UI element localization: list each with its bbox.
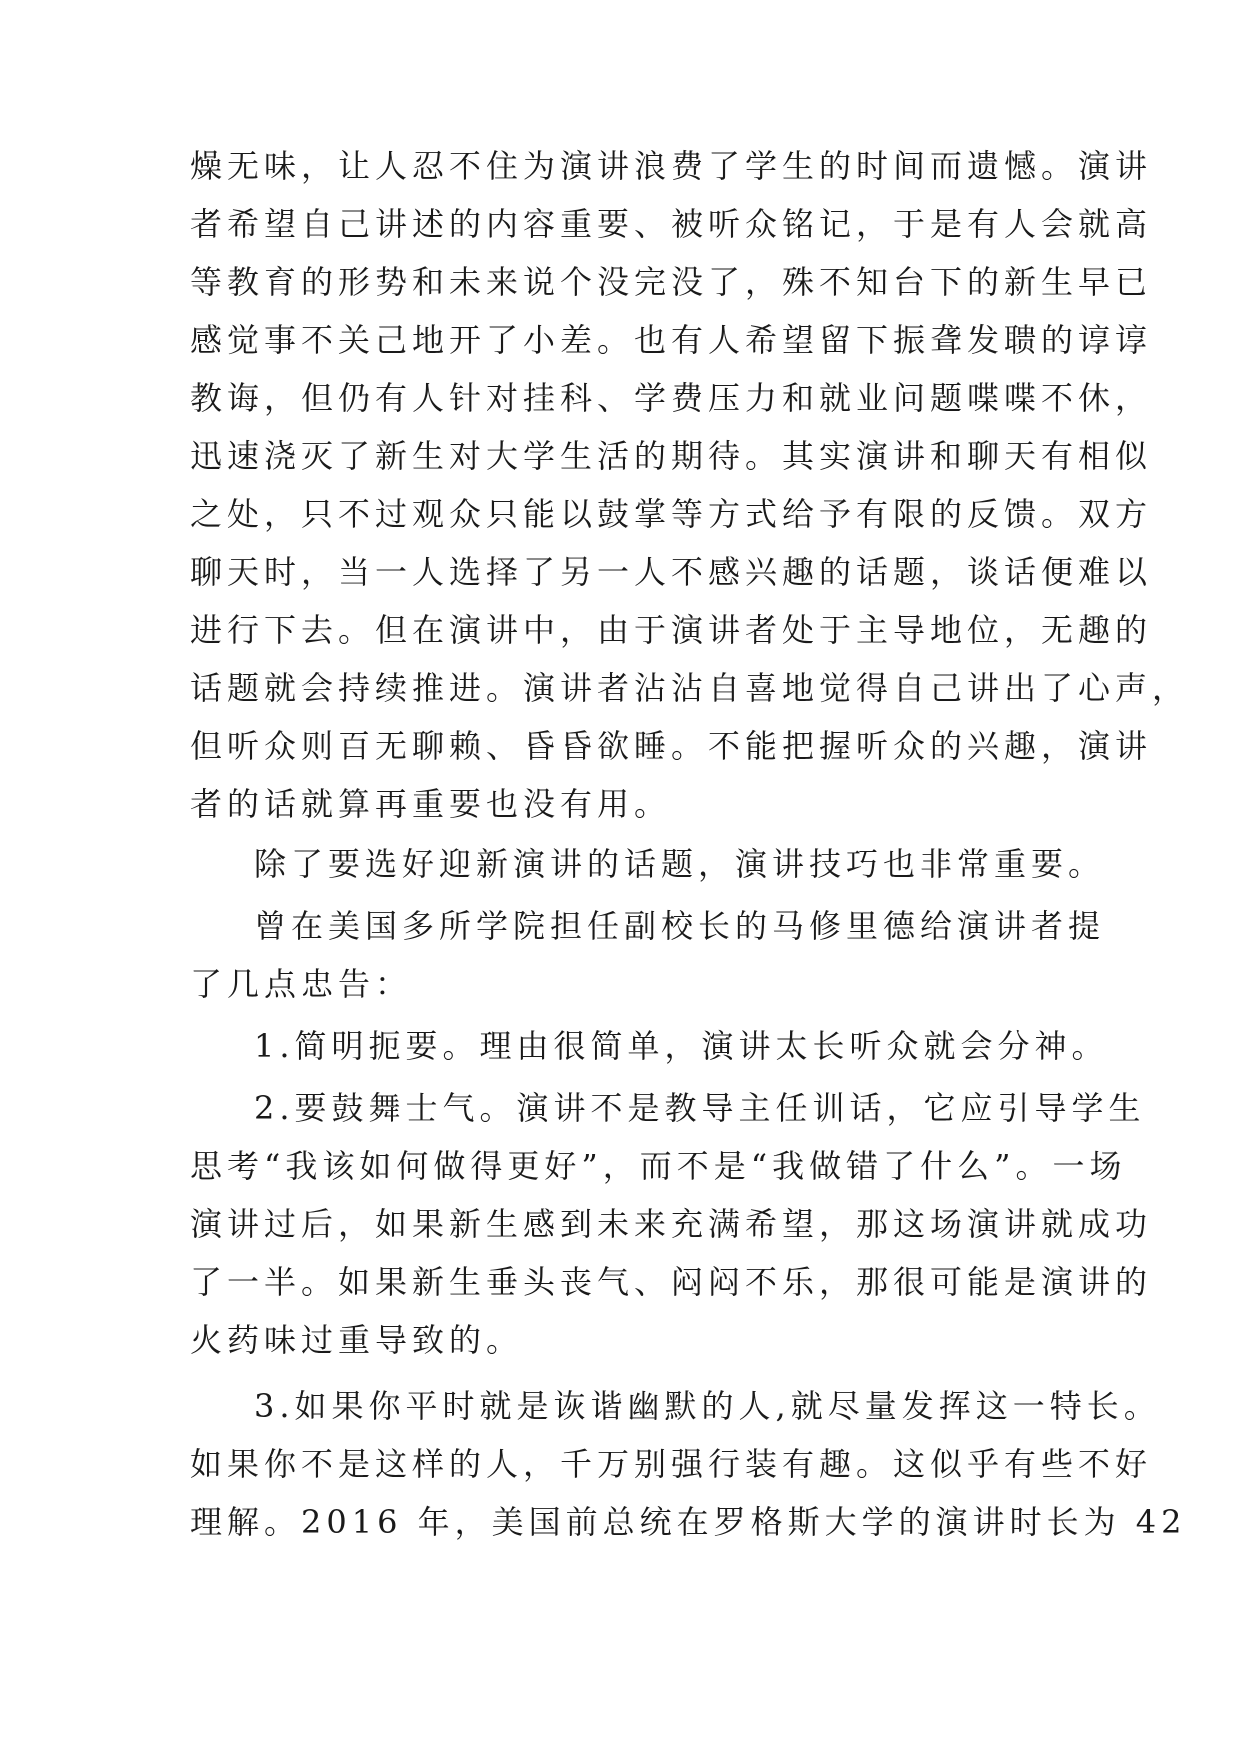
text-line: 3.如果你平时就是诙谐幽默的人,就尽量发挥这一特长。 <box>254 1387 1161 1425</box>
text-line: 迅速浇灭了新生对大学生活的期待。其实演讲和聊天有相似 <box>190 437 1153 475</box>
text-line: 燥无味，让人忍不住为演讲浪费了学生的时间而遗憾。演讲 <box>190 147 1153 185</box>
text-line: 理解。2016 年，美国前总统在罗格斯大学的演讲时长为 42 <box>190 1503 1187 1541</box>
text-line: 但听众则百无聊赖、昏昏欲睡。不能把握听众的兴趣，演讲 <box>190 727 1153 765</box>
text-line: 等教育的形势和未来说个没完没了，殊不知台下的新生早已 <box>190 263 1153 301</box>
text-line: 教诲，但仍有人针对挂科、学费压力和就业问题喋喋不休， <box>190 379 1153 417</box>
text-line: 聊天时，当一人选择了另一人不感兴趣的话题，谈话便难以 <box>190 553 1153 591</box>
text-line: 除了要选好迎新演讲的话题，演讲技巧也非常重要。 <box>254 845 1106 883</box>
text-line: 之处，只不过观众只能以鼓掌等方式给予有限的反馈。双方 <box>190 495 1153 533</box>
text-line: 思考“我该如何做得更好”，而不是“我做错了什么”。一场 <box>190 1147 1127 1185</box>
text-line: 火药味过重导致的。 <box>190 1321 524 1359</box>
text-line: 话题就会持续推进。演讲者沾沾自喜地觉得自己讲出了心声， <box>190 669 1190 707</box>
text-line: 1.简明扼要。理由很简单，演讲太长听众就会分神。 <box>254 1027 1109 1065</box>
text-line: 了一半。如果新生垂头丧气、闷闷不乐，那很可能是演讲的 <box>190 1263 1153 1301</box>
text-line: 进行下去。但在演讲中，由于演讲者处于主导地位，无趣的 <box>190 611 1153 649</box>
text-line: 者的话就算再重要也没有用。 <box>190 785 672 823</box>
text-line: 演讲过后，如果新生感到未来充满希望，那这场演讲就成功 <box>190 1205 1153 1243</box>
text-line: 了几点忠告： <box>190 965 413 1003</box>
text-line: 者希望自己讲述的内容重要、被听众铭记，于是有人会就高 <box>190 205 1153 243</box>
text-line: 如果你不是这样的人，千万别强行装有趣。这似乎有些不好 <box>190 1445 1153 1483</box>
text-line: 感觉事不关己地开了小差。也有人希望留下振聋发聩的谆谆 <box>190 321 1153 359</box>
text-line: 曾在美国多所学院担任副校长的马修里德给演讲者提 <box>254 907 1106 945</box>
text-line: 2.要鼓舞士气。演讲不是教导主任训话，它应引导学生 <box>254 1089 1146 1127</box>
